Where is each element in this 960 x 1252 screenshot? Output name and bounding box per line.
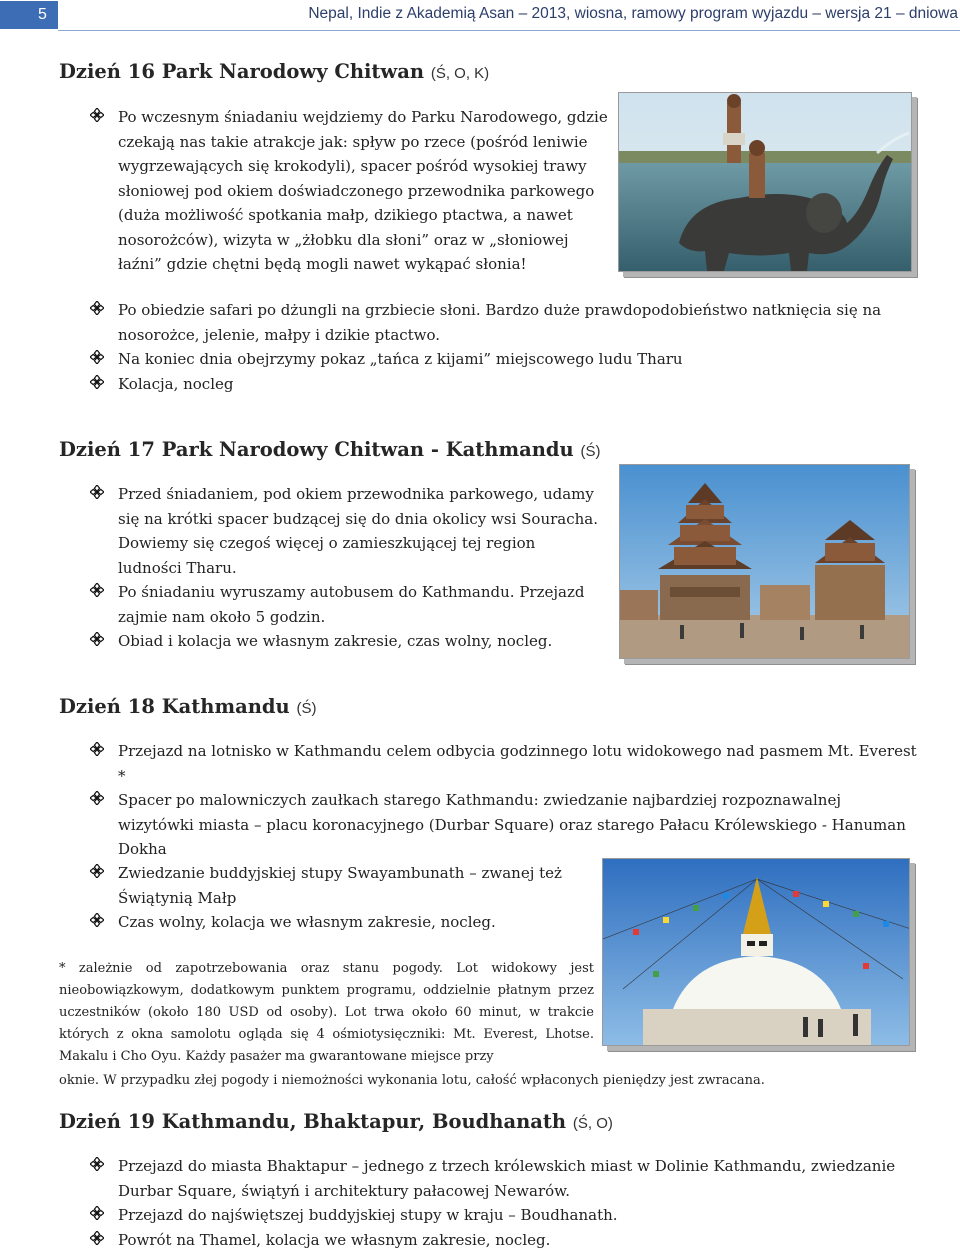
list-item-text: Kolacja, nocleg [118, 375, 233, 393]
bullet-icon [90, 583, 104, 597]
list-item-text: Obiad i kolacja we własnym zakresie, czas wolny, nocleg. [118, 632, 552, 650]
day-16-list-continued [90, 298, 890, 396]
list-item [90, 1203, 920, 1228]
day-18-list-continued [90, 861, 595, 935]
bullet-icon [90, 632, 104, 646]
list-item-text: Przed śniadaniem, pod okiem przewodnika parkowego, udamy się na krótki spacer budzącej się do dnia okolicy wsi Souracha. Dowiemy się czegoś więcej o zamieszkującej tej region ludności Tharu. [118, 485, 598, 577]
meal-code: (Ś) [297, 700, 317, 717]
list-item [90, 1154, 920, 1203]
day-17-list [90, 482, 600, 654]
page-header [0, 0, 960, 30]
boudhanath-stupa-photo [602, 858, 910, 1046]
bullet-icon [90, 485, 104, 499]
header-title: Nepal, Indie z Akademią Asan – 2013, wiosna, ramowy program wyjazdu – wersja 21 – dniowa [308, 5, 958, 23]
list-item [90, 347, 890, 372]
bullet-icon [90, 742, 104, 756]
list-item [90, 372, 890, 397]
list-item-text: Po wczesnym śniadaniu wejdziemy do Parku Narodowego, gdzie czekają nas takie atrakcje jak: spływ po rzece (pośród leniwie wygrzewających się krokodyli), spacer pośród wysokiej trawy słoniowej pod okiem doświadczonego przewodnika parkowego (duża możliwość spotkania małp, dzikiego ptactwa, a nawet nosorożców), wizyta w „żłobku dla słoni” oraz w „słoniowej łaźni” gdzie chętni będą mogli nawet wykąpać słonia! [118, 108, 608, 273]
day-19-title [59, 1110, 613, 1133]
bullet-icon [90, 791, 104, 805]
bullet-icon [90, 350, 104, 364]
bullet-icon [90, 108, 104, 122]
day-title-text: Dzień 16 Park Narodowy Chitwan [59, 60, 424, 83]
day-17-title [59, 438, 601, 461]
list-item [90, 629, 600, 654]
list-item [90, 105, 610, 277]
list-item [90, 298, 890, 347]
list-item-text: Po obiedzie safari po dżungli na grzbiecie słoni. Bardzo duże prawdopodobieństwo natknięcia się na nosorożce, jelenie, małpy i dzikie ptactwo. [118, 301, 881, 344]
meal-code: (Ś) [581, 443, 601, 460]
list-item [90, 788, 920, 862]
list-item [90, 1228, 920, 1252]
bullet-icon [90, 913, 104, 927]
list-item-text: Zwiedzanie buddyjskiej stupy Swayambunath – zwanej też Świątynią Małp [118, 864, 562, 907]
list-item-text: Powrót na Thamel, kolacja we własnym zakresie, nocleg. [118, 1231, 550, 1249]
page-number: 5 [0, 1, 58, 29]
elephant-bath-photo [618, 92, 912, 272]
header-rule [58, 30, 960, 31]
bullet-icon [90, 864, 104, 878]
day-title-text: Dzień 18 Kathmandu [59, 695, 290, 718]
day-title-text: Dzień 19 Kathmandu, Bhaktapur, Boudhanath [59, 1110, 566, 1133]
day-16-title [59, 60, 489, 83]
list-item-text: Przejazd do najświętszej buddyjskiej stupy w kraju – Boudhanath. [118, 1206, 618, 1224]
day-16-list [90, 105, 610, 277]
list-item-text: Na koniec dnia obejrzymy pokaz „tańca z kijami” miejscowego ludu Tharu [118, 350, 683, 368]
bullet-icon [90, 1231, 104, 1245]
bhaktapur-pagoda-photo [619, 464, 910, 659]
list-item-text: Spacer po malowniczych zaułkach starego Kathmandu: zwiedzanie najbardziej rozpoznawalnej wizytówki miasta – placu koronacyjnego (Durbar Square) oraz starego Pałacu Królewskiego - Hanuman Dokha [118, 791, 906, 858]
bullet-icon [90, 301, 104, 315]
list-item [90, 739, 920, 788]
day-19-list [90, 1154, 920, 1252]
day-title-text: Dzień 17 Park Narodowy Chitwan - Kathmandu [59, 438, 574, 461]
list-item [90, 861, 595, 910]
list-item-text: Czas wolny, kolacja we własnym zakresie, nocleg. [118, 913, 496, 931]
bullet-icon [90, 1206, 104, 1220]
day-18-list [90, 739, 920, 862]
footnote-last-line: oknie. W przypadku złej pogody i niemożności wykonania lotu, całość wpłaconych pieniędzy jest zwracana. [59, 1070, 765, 1092]
list-item-text: Przejazd na lotnisko w Kathmandu celem odbycia godzinnego lotu widokowego nad pasmem Mt. Everest * [118, 742, 917, 785]
list-item [90, 482, 600, 580]
list-item [90, 580, 600, 629]
list-item-text: Po śniadaniu wyruszamy autobusem do Kathmandu. Przejazd zajmie nam około 5 godzin. [118, 583, 584, 626]
day-18-title [59, 695, 317, 718]
meal-code: (Ś, O, K) [431, 65, 489, 82]
list-item-text: Przejazd do miasta Bhaktapur – jednego z trzech królewskich miast w Dolinie Kathmandu, zwiedzanie Durbar Square, świątyń i architektury pałacowej Newarów. [118, 1157, 895, 1200]
meal-code: (Ś, O) [573, 1115, 613, 1132]
bullet-icon [90, 1157, 104, 1171]
bullet-icon [90, 375, 104, 389]
list-item [90, 910, 595, 935]
footnote-text: * zależnie od zapotrzebowania oraz stanu pogody. Lot widokowy jest nieobowiązkowym, dodatkowym punktem programu, oddzielnie płatnym przez uczestników (około 180 USD od osoby). Lot trwa około 60 minut, w trakcie których z okna samolotu ogląda się 4 ośmiotysięczniki: Mt. Everest, Lhotse. Makalu i Cho Oyu. Każdy pasażer ma gwarantowane miejsce przy [59, 958, 594, 1068]
